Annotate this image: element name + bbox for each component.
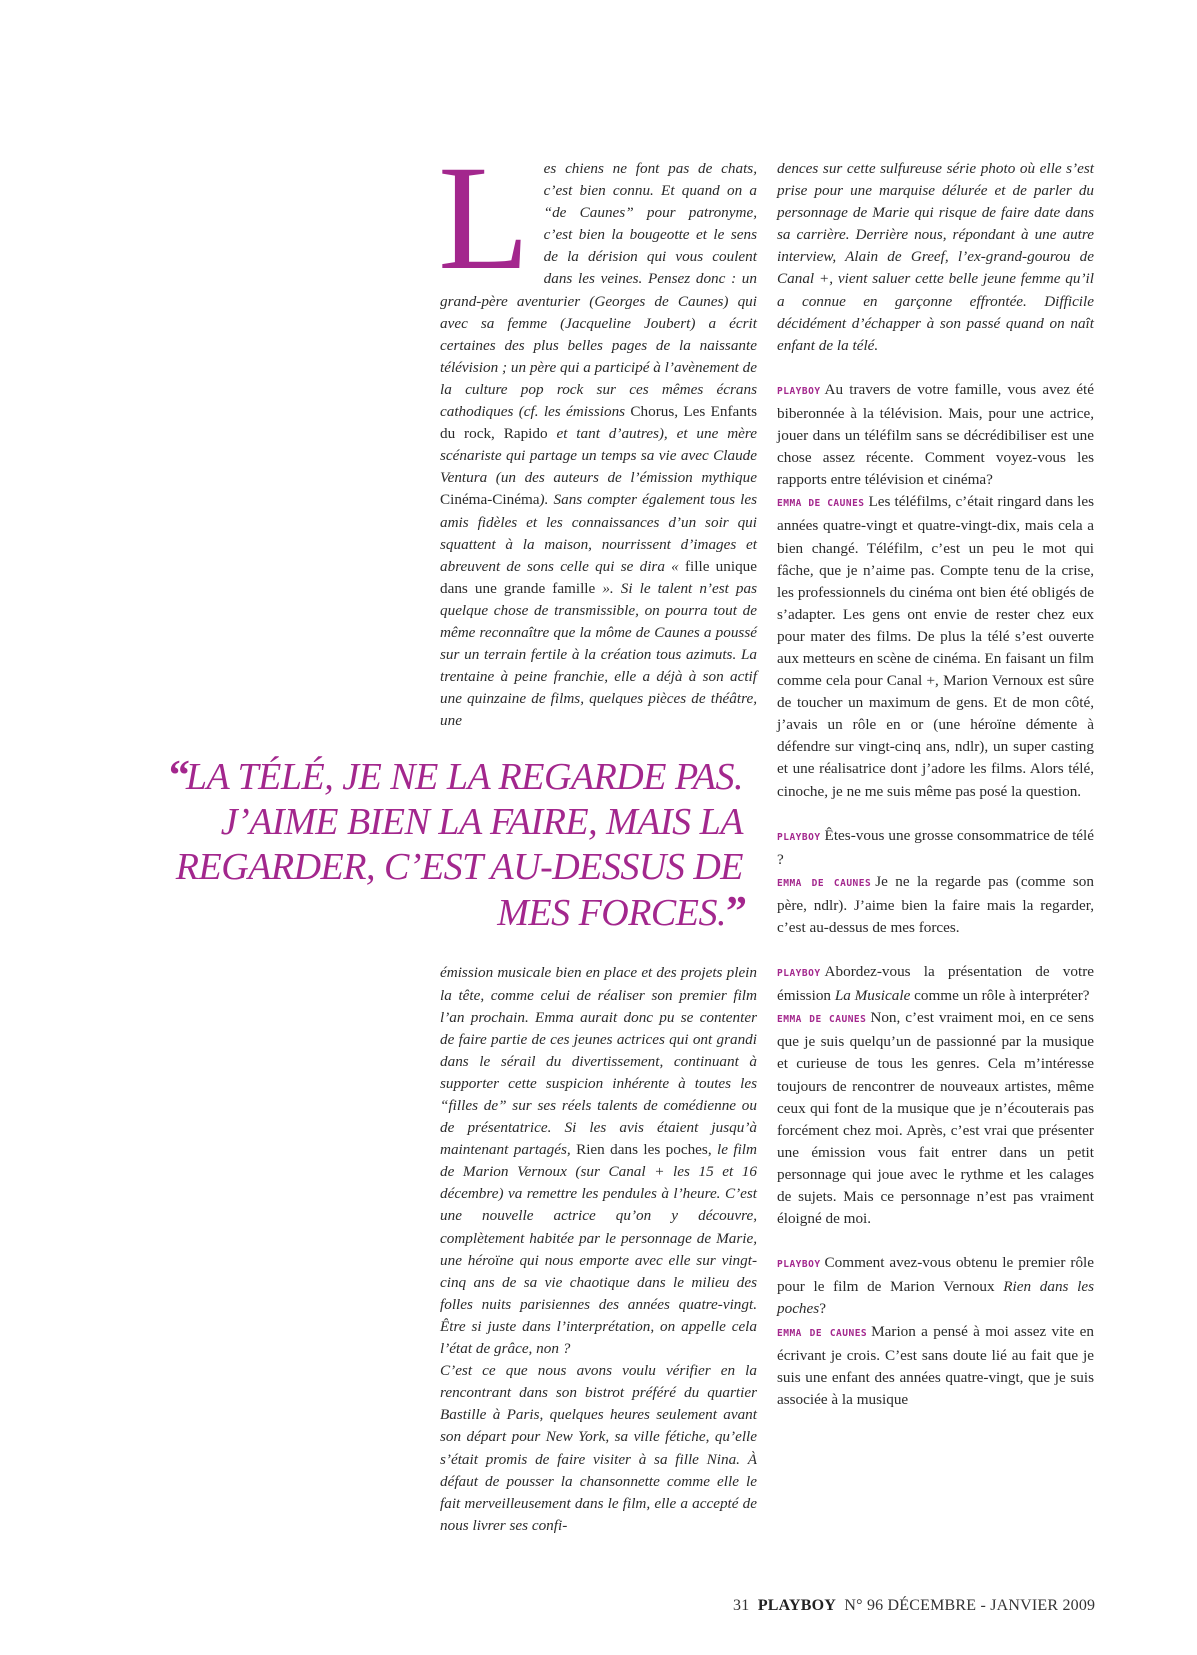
page-footer xyxy=(733,1597,1094,1615)
roman-text: Marion a pensé à moi assez vite en écrivant je crois. C’est sans doute lié au fait que je suis une enfant des années quatre-vingt, que je suis associée à la musique xyxy=(777,1322,1094,1408)
open-quote-mark: “ xyxy=(168,753,186,800)
question xyxy=(777,1252,1094,1320)
pull-quote-text: LA TÉLÉ, JE NE LA REGARDE PAS. J’AIME BIEN LA FAIRE, MAIS LA REGARDER, C’EST AU-DESSUS DE MES FORCES. xyxy=(175,756,743,935)
speaker-label: PLAYBOY xyxy=(777,385,821,397)
interview-qa xyxy=(777,379,1094,1411)
roman-text: Chorus, Les Enfants du rock, Rapido xyxy=(440,403,758,443)
issue-info: N° 96 DÉCEMBRE - JANVIER 2009 xyxy=(844,1596,1096,1614)
question xyxy=(777,961,1094,1007)
qa-block xyxy=(777,961,1094,1230)
answer xyxy=(777,1321,1094,1411)
roman-text: Rien dans les poches, xyxy=(576,1141,712,1159)
roman-text: Non, c’est vraiment moi, en ce sens que je suis quelqu’un de passionné par la musique et curieuse de tous les genres. Cela m’intéresse toujours de rencontrer de nouveaux artistes, même ceux qui font de la musique que je n’écouterais pas forcément chez moi. Après, c’est vrai que présenter une émission vous fait entrer dans un petit personnage qui joue avec le rythme et les calages de sujets. Mais ce personnage n’est pas vraiment éloigné de moi. xyxy=(777,1009,1094,1228)
left-column-intro xyxy=(438,135,758,732)
roman-text: ? xyxy=(819,1300,826,1318)
text-columns xyxy=(168,135,1095,1537)
speaker-label: EMMA DE CAUNES xyxy=(777,877,872,889)
speaker-label: EMMA DE CAUNES xyxy=(777,1327,868,1339)
qa-block xyxy=(777,1252,1094,1411)
italic-text: es chiens ne font pas de chats, c’est bien connu. Et quand on a “de Caunes” pour patronyme, c’est bien la bougeotte et le sens de la dérision qui vous coulent dans les veines. Pensez donc : un grand-père aventurier (Georges de Caunes) qui avec sa femme (Jacqueline Joubert) a écrit certaines des plus belles pages de la naissante télévision ; un père qui a participé à l’avènement de la culture pop rock sur ces mêmes écrans cathodiques (cf. les émissions xyxy=(440,160,758,421)
roman-text: Êtes-vous une grosse consommatrice de télé ? xyxy=(777,826,1094,868)
roman-text: Cinéma-Cinéma xyxy=(440,491,540,509)
speaker-label: PLAYBOY xyxy=(777,1259,821,1271)
speaker-label: EMMA DE CAUNES xyxy=(777,1014,867,1026)
speaker-label: EMMA DE CAUNES xyxy=(777,498,865,510)
body-paragraph xyxy=(440,1360,757,1537)
italic-text: ). Sans compter également tous les amis fidèles et les connaissances d’un soir qui squattent à la maison, nourrissent d’images et abreuvent de sons celle qui se dira « xyxy=(440,491,757,575)
answer xyxy=(777,871,1094,939)
roman-text: fille unique dans une grande famille xyxy=(440,557,758,597)
drop-cap: L xyxy=(438,135,530,301)
italic-text: La Musicale xyxy=(834,987,911,1005)
roman-text: Abordez-vous la présentation de votre émission xyxy=(777,963,1094,1005)
roman-text: Comment avez-vous obtenu le premier rôle pour le film de Marion Vernoux xyxy=(777,1254,1094,1296)
page-number: 31 xyxy=(733,1596,750,1614)
answer xyxy=(777,1007,1094,1230)
roman-text: Au travers de votre famille, vous avez été biberonnée à la télévision. Mais, pour une actrice, jouer dans un téléfilm sans se décrédibiliser est une chose assez récente. Comment voyez-vous les rapports entre télévision et cinéma? xyxy=(777,380,1094,489)
qa-block xyxy=(777,825,1094,939)
roman-text: Les téléfilms, c’était ringard dans les années quatre-vingt et quatre-vingt-dix, mais cela a bien changé. Téléfilm, c’est un peu le mot qui fâche, que je n’aime pas. Compte tenu de la crise, les professionnels du cinéma ont bien été obligés de s’adapter. Les gens ont envie de rester chez eux pour mater des films. De plus la télé s’est ouverte aux metteurs en scène de cinéma. En faisant un film comme cela pour Canal +, Marion Vernoux est sûre de toucher un maximum de gens. Et de mon côté, j’avais un rôle en or (une héroïne démente à défendre sur vingt-cinq ans, ndlr), un super casting et une réalisatrice dont j’adore les films. Alors télé, cinoche, je ne me suis même pas posé la question. xyxy=(777,493,1095,800)
italic-text: le film de Marion Vernoux (sur Canal + les 15 et 16 décembre) va remettre les pendules à l’heure. C’est une nouvelle actrice qu’on y découvre, complètement habitée par le personnage de Marie, une héroïne qui nous emporte avec elle sur vingt-cinq ans de sa vie chaotique dans le milieu des folles nuits parisiennes des années quatre-vingt. Être si juste dans l’interprétation, on appelle cela l’état de grâce, non ? xyxy=(440,1141,757,1358)
qa-block xyxy=(777,379,1094,803)
body-paragraph xyxy=(440,962,757,1360)
italic-text: C’est ce que nous avons voulu vérifier en la rencontrant dans son bistrot préféré du quartier Bastille à Paris, quelques heures seulement avant son départ pour New York, sa ville fétiche, qu’elle s’était promis de faire visiter à sa fille Nina. À défaut de pousser la chansonnette comme elle le fait merveilleusement dans le film, elle a accepté de nous livrer ses confi- xyxy=(440,1362,757,1534)
italic-text: Rien dans les poches xyxy=(777,1278,1094,1318)
left-column-continued xyxy=(440,962,757,1536)
intro-continued-paragraph: dences sur cette sulfureuse série photo où elle s’est prise pour une marquise délurée et de parler du personnage de Marie qui risque de faire date dans sa carrière. Derrière nous, répondant à une autre interview, Alain de Greef, l’ex-grand-gourou de Canal +, vient saluer cette belle jeune femme qu’il a connue en garçonne effrontée. Difficile décidément d’échapper à son passé quand on naît enfant de la télé. xyxy=(777,160,1094,354)
right-column xyxy=(777,158,1094,1433)
pull-quote xyxy=(145,754,743,936)
italic-text: et tant d’autres), et une mère scénariste qui partage un temps sa vie avec Claude Ventura (un des auteurs de l’émission mythique xyxy=(440,425,758,487)
left-column xyxy=(168,135,758,1537)
roman-text: Je ne la regarde pas (comme son père, ndlr). J’aime bien la faire mais la regarder, c’est au-dessus de mes forces. xyxy=(777,872,1094,936)
speaker-label: PLAYBOY xyxy=(777,968,821,980)
speaker-label: PLAYBOY xyxy=(777,831,821,843)
italic-text: émission musicale bien en place et des projets plein la tête, comme celui de réaliser son premier film l’an prochain. Emma aurait donc pu se contenter de faire partie de ces jeunes actrices qui ont grandi dans le sérail du divertissement, continuant à supporter cette suspicion inhérente à toutes les “filles de” sur ses réels talents de comédienne ou de présentatrice. Si les avis étaient jusqu’à maintenant partagés, xyxy=(440,964,757,1159)
question xyxy=(777,825,1094,871)
question xyxy=(777,379,1094,491)
magazine-name: PLAYBOY xyxy=(757,1596,836,1614)
italic-text: ». Si le talent n’est pas quelque chose de transmissible, on pourra tout de même reconnaître que la môme de Caunes a poussé sur un terrain fertile à la création tous azimuts. La trentaine à peine franchie, elle a déjà à son actif une quinzaine de films, quelques pièces de théâtre, une xyxy=(440,579,757,730)
close-quote-mark: ” xyxy=(726,889,743,936)
roman-text: comme un rôle à interpréter? xyxy=(910,987,1090,1005)
answer xyxy=(777,491,1094,802)
